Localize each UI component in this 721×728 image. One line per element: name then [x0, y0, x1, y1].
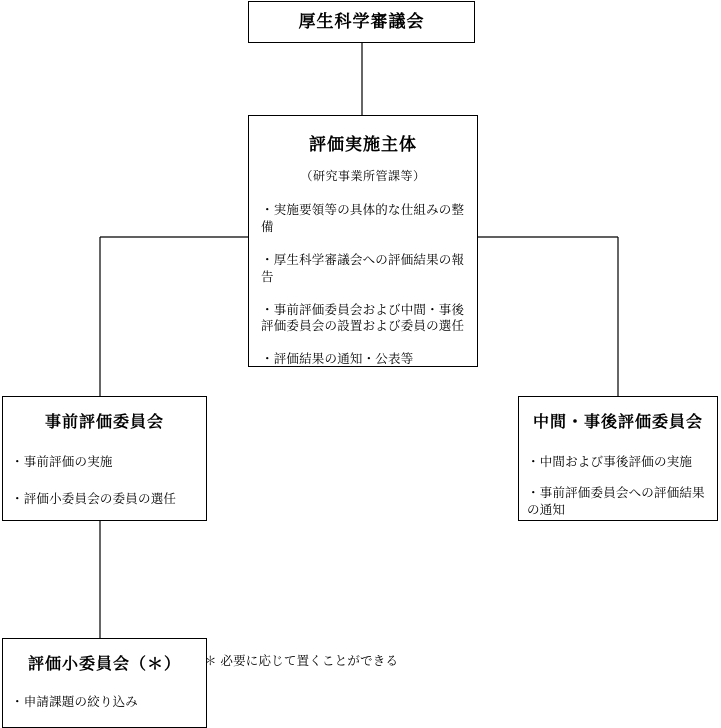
- box-mid-bullet-2: ・事前評価委員会への評価結果の通知: [527, 485, 705, 517]
- box-main-bullets: [261, 202, 465, 368]
- box-main-bullet-3: ・事前評価委員会および中間・事後評価委員会の設置および委員の選任: [261, 302, 465, 334]
- box-interim-post-evaluation-committee: [518, 396, 718, 521]
- box-preliminary-evaluation-committee: [2, 396, 207, 521]
- box-evaluation-implementing-body: [248, 115, 478, 367]
- footnote-asterisk: ＊ 必要に応じて置くことができる: [204, 654, 399, 668]
- box-pre-bullet-2: ・評価小委員会の委員の選任: [11, 491, 177, 506]
- box-sub-bullets: [11, 694, 198, 711]
- box-main-bullet-4: ・評価結果の通知・公表等: [261, 352, 414, 367]
- box-pre-bullets: [11, 454, 198, 508]
- box-council-title: 厚生科学審議会: [298, 12, 425, 31]
- box-health-science-council: [248, 1, 475, 43]
- box-evaluation-subcommittee: [2, 638, 207, 728]
- box-main-bullet-1: ・実施要領等の具体的な仕組みの整備: [261, 203, 465, 234]
- box-main-subtitle: （研究事業所管課等）: [300, 169, 426, 183]
- box-pre-bullet-1: ・事前評価の実施: [11, 455, 113, 469]
- box-main-bullet-2: ・厚生科学審議会への評価結果の報告: [261, 252, 465, 284]
- box-pre-title: 事前評価委員会: [44, 414, 164, 431]
- box-main-title: 評価実施主体: [309, 135, 417, 154]
- box-sub-bullet-1: ・申請課題の絞り込み: [11, 695, 139, 709]
- box-mid-title: 中間・事後評価委員会: [532, 414, 703, 431]
- box-sub-title: 評価小委員会（＊）: [27, 656, 181, 673]
- box-mid-bullet-1: ・中間および事後評価の実施: [527, 455, 693, 469]
- box-mid-bullets: [527, 454, 709, 519]
